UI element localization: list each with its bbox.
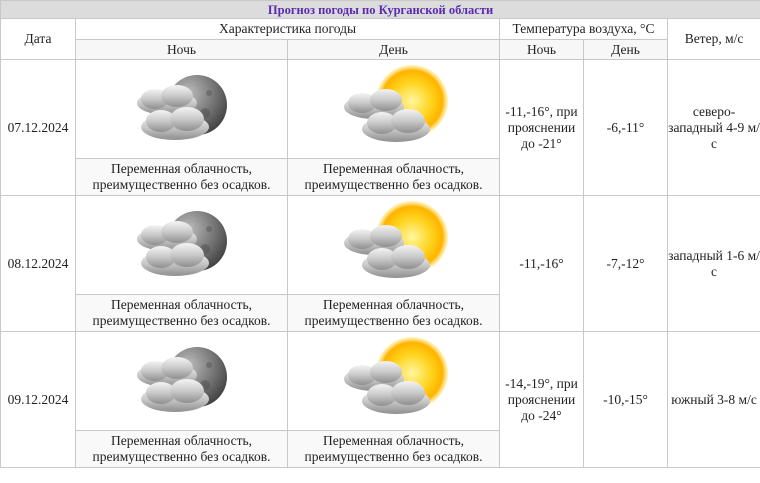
sun-cloud-icon (334, 199, 454, 291)
moon-cloud-icon (127, 199, 237, 291)
night-description: Переменная облачность, преимущественно без осадков. (76, 295, 288, 332)
night-image-cell (76, 60, 288, 159)
day-image-cell (288, 60, 500, 159)
header-wind: Ветер, м/с (668, 19, 760, 60)
sun-cloud-icon (334, 63, 454, 155)
date-cell: 07.12.2024 (1, 60, 76, 196)
title-bar (1, 1, 760, 19)
moon-cloud-icon (127, 63, 237, 155)
day-description: Переменная облачность, преимущественно без осадков. (288, 295, 500, 332)
temp-day-cell: -10,-15° (584, 332, 668, 468)
table-row (1, 196, 760, 295)
temp-day-cell: -6,-11° (584, 60, 668, 196)
night-description: Переменная облачность, преимущественно без осадков. (76, 431, 288, 468)
temp-night-cell: -14,-19°, при прояснении до -24° (500, 332, 584, 468)
page-title[interactable]: Прогноз погоды по Курганской области (267, 2, 494, 17)
date-cell: 08.12.2024 (1, 196, 76, 332)
wind-cell: северо-западный 4-9 м/с (668, 60, 760, 196)
subheader-weather-night: Ночь (76, 40, 288, 60)
wind-cell: южный 3-8 м/с (668, 332, 760, 468)
table-row (1, 332, 760, 431)
night-description: Переменная облачность, преимущественно без осадков. (76, 159, 288, 196)
header-weather: Характеристика погоды (76, 19, 500, 40)
night-image-cell (76, 196, 288, 295)
night-image-cell (76, 332, 288, 431)
day-description: Переменная облачность, преимущественно без осадков. (288, 159, 500, 196)
day-image-cell (288, 196, 500, 295)
moon-cloud-icon (127, 335, 237, 427)
subheader-weather-day: День (288, 40, 500, 60)
date-cell: 09.12.2024 (1, 332, 76, 468)
day-description: Переменная облачность, преимущественно без осадков. (288, 431, 500, 468)
header-temp: Температура воздуха, °C (500, 19, 668, 40)
sun-cloud-icon (334, 335, 454, 427)
header-date: Дата (1, 19, 76, 60)
temp-day-cell: -7,-12° (584, 196, 668, 332)
wind-cell: западный 1-6 м/с (668, 196, 760, 332)
table-row (1, 60, 760, 159)
subheader-temp-day: День (584, 40, 668, 60)
day-image-cell (288, 332, 500, 431)
temp-night-cell: -11,-16° (500, 196, 584, 332)
subheader-temp-night: Ночь (500, 40, 584, 60)
temp-night-cell: -11,-16°, при прояснении до -21° (500, 60, 584, 196)
